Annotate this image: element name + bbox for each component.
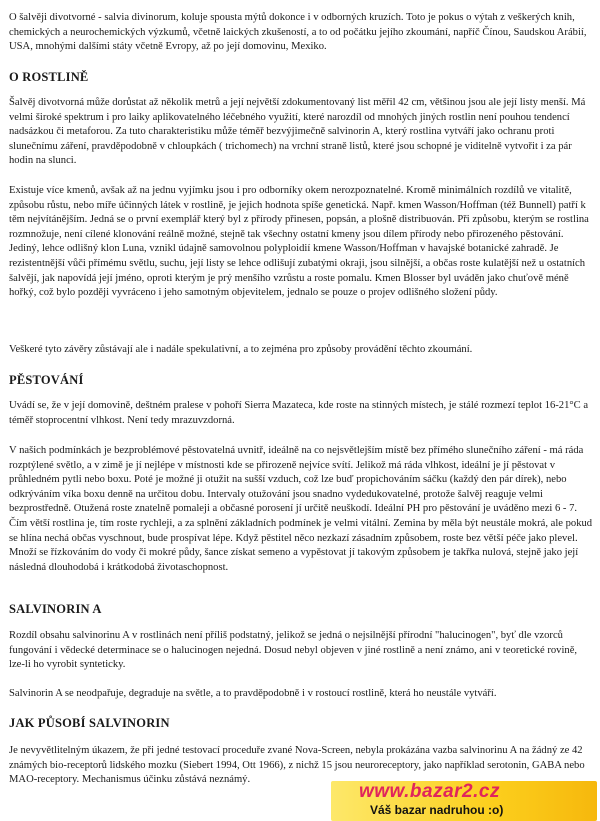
- plant-paragraph-3: Veškeré tyto závěry zůstávají ale i nadále spekulativní, a to zejména pro způsoby provádění těchto zkoumání.: [9, 344, 473, 355]
- growing-paragraph-1: Uvádí se, že v její domovině, deštném pralese v pohoří Sierra Mazateca, kde roste na stinných místech, je stálé rozmezí teplot 16-21°C a téměř stoprocentní vlhkost. Není tedy mrazuvzdorná.: [9, 400, 589, 426]
- salvinorin-paragraph-1: Rozdíl obsahu salvinorinu A v rostlinách není příliš podstatný, jelikož se jedná o nejsilnější přírodní "halucinogen", byť dle vzorců fungování i vědecké determinace se o halucinogen nejedná. Dosud nebyl objeven v jiné rostlině a není známo, ani v teoretické rovině, lze-li ho vyrobit synteticky.: [9, 630, 578, 671]
- section-heading-salvinorin: SALVINORIN A: [9, 602, 102, 616]
- plant-paragraph-1: Šalvěj divotvorná může dorůstat až několik metrů a její největší zdokumentovaný list měřil 42 cm, většinou jsou ale její listy menší. Má velmi široké spektrum i pro laiky aplikovatelného léčebného využití, které narozdíl od mnohých jiných rostlin není pouhou tendencí nadsázkou či metaforou. Za tuto charakteristiku může téměř bezvýjimečně salvinorin A, který rostlina vytváří jako ochranu proti slunečnímu záření, pravděpodobně v chloupkách ( trichomech) na vrchní straně listů, které jsou schopné je viditelně vytvořit i za pár hodin na slunci.: [9, 97, 586, 167]
- bazar-watermark: [331, 781, 597, 821]
- plant-paragraph-2: Existuje více kmenů, avšak až na jednu vyjímku jsou i pro odborníky okem nerozpoznatelné. Kromě minimálních rozdílů ve vitalitě, způsobu růstu, nebo míře účinných látek v rostlině, je jejich hodnota spíše genetická. Např. kmen Wasson/Hoffman (též Bunnell) patří k těm nejvítánějším. Jedná se o první exemplář který byl z přírody přinesen, popsán, a plošně distribuován. Při způsobu, kterým se rostlina rozmnožuje, není cílené klonování reálně možné, stejně tak všechny ostatní kmeny jsou dílem přírody nebo přirozeného pěstování. Jediný, lehce odlišný klon Luna, vznikl údajně samovolnou polyploidií kmene Wasson/Hoffman v havajské botanické zahradě. Je rezistentnější vůči přímému světlu, suchu, její listy se lehce odlišují zubatými okraji, jsou silnější, a občas roste kulatější než u ostatních šalvějí, jak napovídá její jméno, oproti kterým je prý menšího vzrůstu a roste pomalu. Kmen Blosser byl uváděn jako chuťově méně hořký, což bylo později vyvráceno i jeho samotným objevitelem, jednalo se pouze o projev odlišného složení půdy.: [9, 185, 589, 299]
- watermark-site: www.bazar2.cz: [359, 781, 500, 802]
- effects-paragraph-1: Je nevyvětlitelným úkazem, že při jedné testovací proceduře zvané Nova-Screen, nebyla prokázána vazba salvinorinu A na žádný ze 42 známých bio-receptorů lidského mozku (Siebert 1994, Ott 1966), z nichž 15 jsou neuroreceptory, jako například serotonin, GABA nebo MAO-receptory. Mechanismus účinku zůstává neznámý.: [9, 745, 585, 786]
- watermark-tagline: Váš bazar nadruhou :o): [370, 803, 504, 817]
- section-heading-effects: JAK PŮSOBÍ SALVINORIN: [9, 716, 170, 730]
- salvinorin-paragraph-2: Salvinorin A se neodpařuje, degraduje na světle, a to pravděpodobně i v rostoucí rostlině, která ho neustále vytváří.: [9, 688, 497, 699]
- growing-paragraph-2: V našich podmínkách je bezproblémové pěstovatelná uvnitř, ideálně na co nejsvětlejším místě bez přímého slunečního záření - má ráda rozptýlené světlo, a v zimě je jí nejlépe v místnosti kde se přirozeně nejvíce svítí. Jelikož má ráda vlhkost, ideální je jí pěstovat v průhledném pytli nebo boxu. Poté je možné ji otužit na sušší vzduch, což lze buď propichováním sáčku (každý den pár dírek), nebo odkrýváním víka boxu denně na určitou dobu. Intervaly otužování jsou snadno vydedukovatelné, protože šalvěj reaguje velmi bezprostředně. Otužená roste znatelně pomaleji a občasné porosení jí určitě neuškodí. Ideální PH pro pěstování je uváděno mezi 6 - 7. Čím větší rostlina je, tím roste rychleji, a za splnění základních podmínek je velmi vitální. Zemina by měla být neustále mokrá, ale pokud se hlína nechá občas vyschnout, bude prospívat lépe. Když pěstitel něco nezkazí zásadním způsobem, roste bez větší péče jako plevel. Množí se řízkováním do vody či mokré půdy, šance získat semeno a vypěstovat jí takovým způsobem je takřka nulová, stejně jako její následná dlouhodobá i krátkodobá životaschopnost.: [9, 445, 593, 573]
- section-heading-plant: O ROSTLINĚ: [9, 70, 89, 84]
- intro-paragraph: O šalvěji divotvorné - salvia divinorum, koluje spousta mýtů dokonce i v odborných kruzích. Toto je pokus o výtah z veškerých knih, chemických a neurochemických výzkumů, včetně laických zkušeností, a to od počátku jejího zkoumání, napříč Čínou, Saudskou Arábií, USA, mnohými dalšími státy včetně Evropy, až po její domovinu, Mexiko.: [9, 12, 587, 53]
- section-heading-growing: PĚSTOVÁNÍ: [9, 373, 84, 387]
